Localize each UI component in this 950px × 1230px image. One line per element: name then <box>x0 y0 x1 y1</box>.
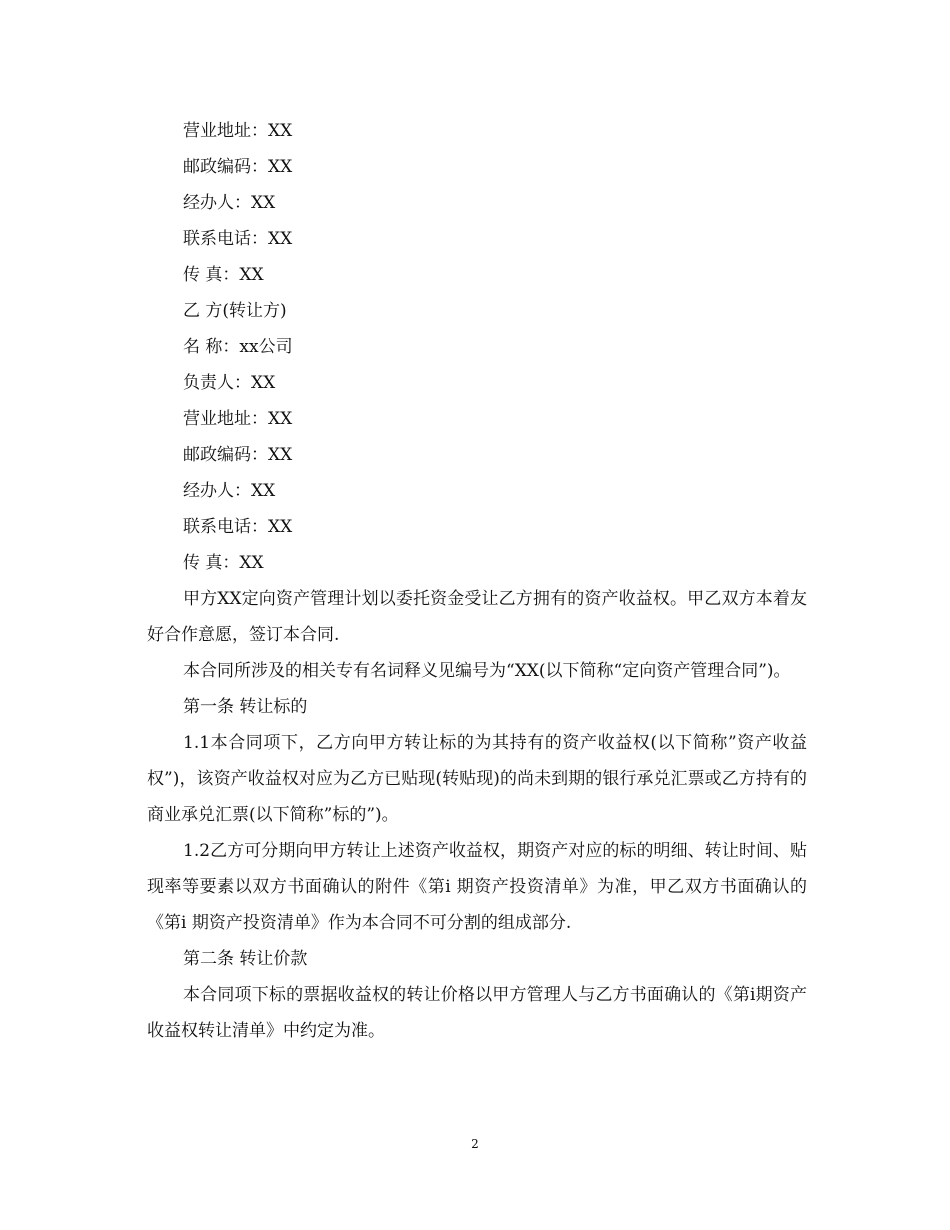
party-a-handler: 经办人：XX <box>183 193 276 213</box>
party-b-name: 名 称：xx公司 <box>183 337 293 357</box>
intro-paragraph: 甲方XX定向资产管理计划以委托资金受让乙方拥有的资产收益权。甲乙双方本着友好合作意愿，签订本合同. <box>147 589 807 645</box>
party-b-handler: 经办人：XX <box>183 481 276 501</box>
contract-text <box>147 581 807 1049</box>
clause-1-2: 1.2乙方可分期向甲方转让上述资产收益权，期资产对应的标的明细、转让时间、贴现率等要素以双方书面确认的附件《第i 期资产投资清单》为准，甲乙双方书面确认的《第i 期资产投资清单》作为本合同不可分割的组成部分. <box>147 841 807 933</box>
party-a-phone: 联系电话：XX <box>183 229 293 249</box>
party-b-responsible: 负责人：XX <box>183 373 276 393</box>
party-a-postcode: 邮政编码：XX <box>183 157 293 177</box>
party-b-heading: 乙 方(转让方) <box>183 301 287 321</box>
page-number: 2 <box>471 1137 479 1151</box>
definitions-paragraph: 本合同所涉及的相关专有名词释义见编号为“XX(以下简称“定向资产管理合同”)。 <box>183 661 791 681</box>
party-b-postcode: 邮政编码：XX <box>183 445 293 465</box>
party-a-fax: 传 真：XX <box>183 265 264 285</box>
party-b-fax: 传 真：XX <box>183 553 264 573</box>
party-b-phone: 联系电话：XX <box>183 517 293 537</box>
party-a-address: 营业地址：XX <box>183 121 293 141</box>
clause-2: 本合同项下标的票据收益权的转让价格以甲方管理人与乙方书面确认的《第i期资产收益权转让清单》中约定为准。 <box>147 985 807 1041</box>
document-body <box>147 113 807 1049</box>
party-b-address: 营业地址：XX <box>183 409 293 429</box>
article-2-heading: 第二条 转让价款 <box>183 949 308 969</box>
article-1-heading: 第一条 转让标的 <box>183 697 308 717</box>
clause-1-1: 1.1本合同项下，乙方向甲方转让标的为其持有的资产收益权(以下简称”资产收益权”)，该资产收益权对应为乙方已贴现(转贴现)的尚未到期的银行承兑汇票或乙方持有的商业承兑汇票(以下简称”标的”)。 <box>147 733 807 825</box>
